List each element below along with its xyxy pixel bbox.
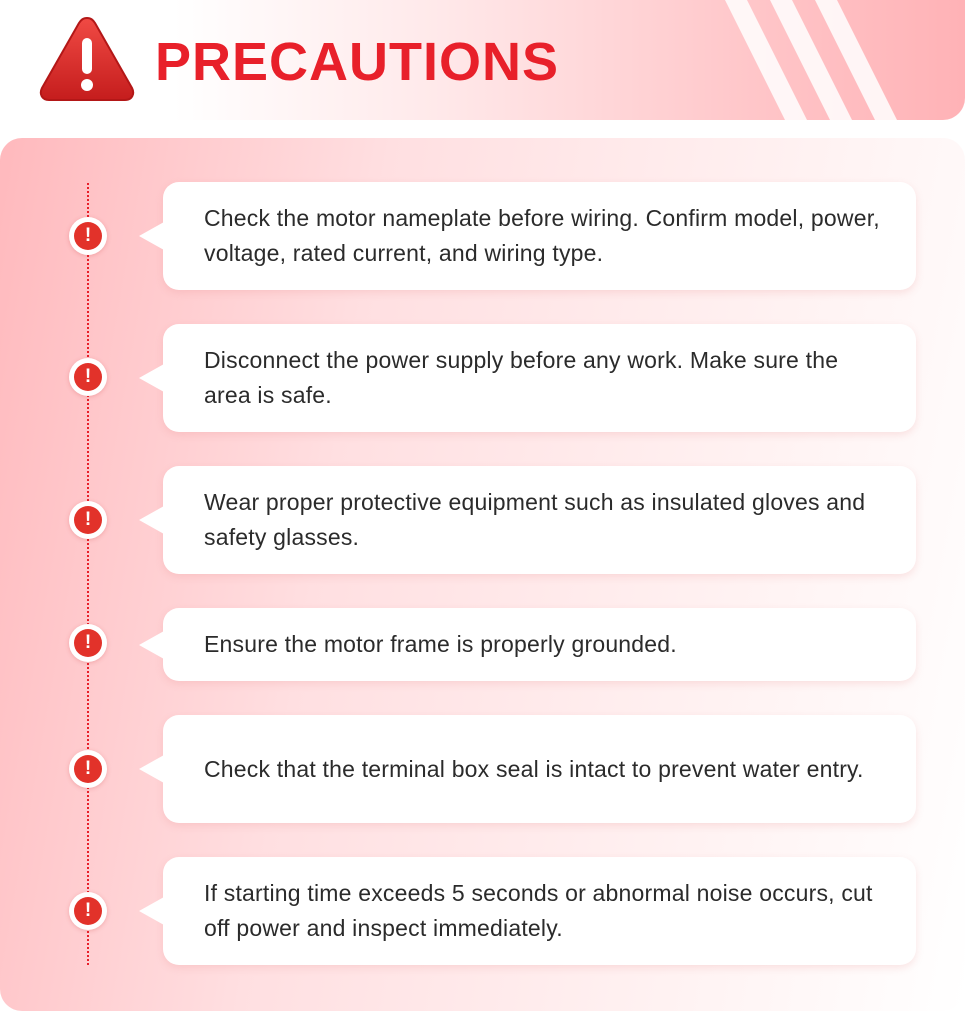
exclamation-circle-icon: !	[69, 624, 107, 662]
precaution-card	[163, 466, 916, 574]
timeline-line	[87, 183, 89, 965]
header-banner	[0, 0, 965, 120]
exclamation-circle-icon: !	[69, 750, 107, 788]
exclamation-circle-icon: !	[69, 217, 107, 255]
precaution-text: If starting time exceeds 5 seconds or abnormal noise occurs, cut off power and inspect immediately.	[204, 880, 873, 941]
exclamation-circle-icon: !	[69, 892, 107, 930]
precaution-text: Check that the terminal box seal is intact to prevent water entry.	[204, 755, 864, 782]
precaution-text: Ensure the motor frame is properly grounded.	[204, 631, 677, 657]
precaution-text: Disconnect the power supply before any work. Make sure the area is safe.	[204, 347, 839, 408]
precaution-card	[163, 608, 916, 681]
exclamation-circle-icon: !	[69, 358, 107, 396]
warning-triangle-icon	[38, 14, 136, 102]
page-title: PRECAUTIONS	[155, 32, 560, 92]
exclamation-circle-icon: !	[69, 501, 107, 539]
precaution-card	[163, 324, 916, 432]
precaution-text: Check the motor nameplate before wiring. Confirm model, power, voltage, rated current, and wiring type.	[204, 205, 880, 266]
decorative-stripes	[725, 0, 965, 120]
precaution-card	[163, 715, 916, 823]
precaution-card	[163, 182, 916, 290]
precaution-text: Wear proper protective equipment such as insulated gloves and safety glasses.	[204, 489, 866, 550]
precaution-card	[163, 857, 916, 965]
